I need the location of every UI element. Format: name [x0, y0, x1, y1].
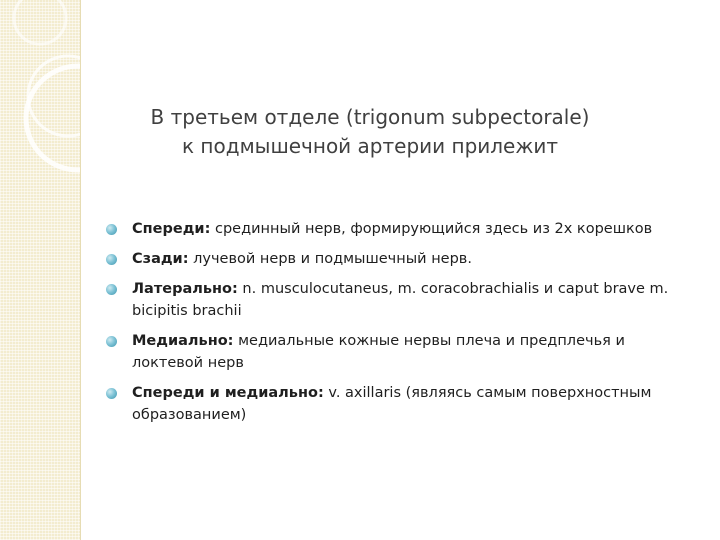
bullet-dot-icon — [106, 224, 117, 235]
bullet-item-medial — [104, 330, 700, 374]
bullet-label: Медиально: — [132, 333, 234, 349]
slide-title — [100, 103, 640, 161]
bullet-text: n. musculocutaneus, m. coracobrachialis и caput brave m. bicipitis brachii — [132, 281, 669, 319]
bullet-dot-icon — [106, 388, 117, 399]
bullet-label: Спереди и медиально: — [132, 385, 324, 401]
bullet-dot-icon — [106, 284, 117, 295]
bullet-text: лучевой нерв и подмышечный нерв. — [193, 251, 472, 267]
bullet-list — [104, 218, 700, 434]
bullet-item-anteromedial — [104, 382, 700, 426]
decorative-side-band — [0, 0, 81, 540]
slide-title-line-1: В третьем отделе (trigonum subpectorale) — [150, 105, 590, 129]
bullet-label: Сзади: — [132, 251, 189, 267]
bullet-text: срединный нерв, формирующийся здесь из 2х корешков — [215, 221, 653, 237]
slide-title-line-2: к подмышечной артерии прилежит — [181, 134, 559, 158]
bullet-dot-icon — [106, 254, 117, 265]
bullet-label: Спереди: — [132, 221, 211, 237]
bullet-item-posterior — [104, 248, 700, 270]
decorative-circles — [0, 0, 80, 540]
bullet-text: v. axillaris (являясь самым поверхностным образованием) — [132, 385, 652, 423]
bullet-item-anterior — [104, 218, 700, 240]
bullet-item-lateral — [104, 278, 700, 322]
bullet-dot-icon — [106, 336, 117, 347]
bullet-text: медиальные кожные нервы плеча и предплечья и локтевой нерв — [132, 333, 625, 371]
bullet-label: Латерально: — [132, 281, 238, 297]
